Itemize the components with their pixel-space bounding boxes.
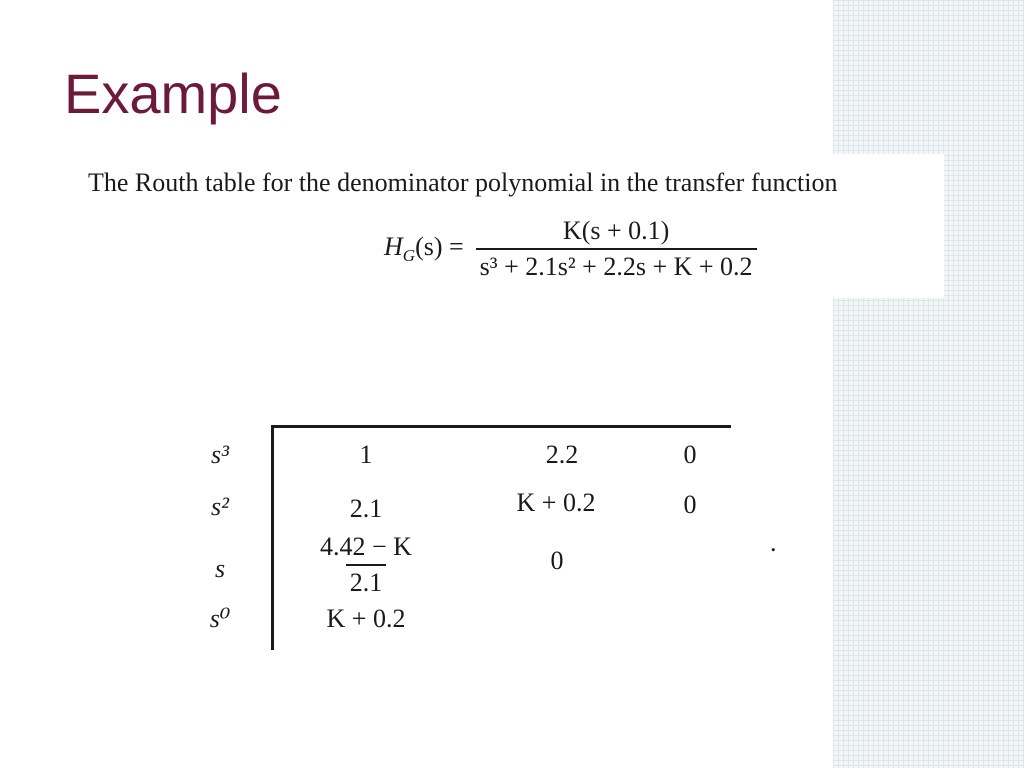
routh-cell: 1 <box>359 440 373 469</box>
problem-statement-image <box>66 154 944 298</box>
routh-cell: 0 <box>683 440 697 469</box>
equation-lhs-subscript: G <box>402 246 416 266</box>
routh-row-label: s² <box>211 492 229 521</box>
routh-cell: K + 0.2 <box>326 604 406 633</box>
equation-numerator: K(s + 0.1) <box>562 216 670 245</box>
routh-cell: 0 <box>550 546 564 575</box>
routh-row-label: s <box>214 554 226 583</box>
routh-table-horizontal-rule <box>271 425 731 428</box>
equation-lhs-argument: (s) = <box>415 231 464 261</box>
trailing-period: . <box>770 528 777 557</box>
routh-cell: 2.1 <box>349 494 383 523</box>
routh-cell: 0 <box>683 490 697 519</box>
equation-lhs-symbol: H <box>384 231 403 261</box>
routh-cell: 2.2 <box>545 440 579 469</box>
routh-row-label: s³ <box>211 440 229 469</box>
equation-denominator: s³ + 2.1s² + 2.2s + K + 0.2 <box>476 248 757 282</box>
equation-lhs <box>384 232 464 266</box>
routh-fraction-numerator: 4.42 − K <box>320 532 412 561</box>
routh-fraction-denominator: 2.1 <box>346 564 387 598</box>
routh-row-label: s⁰ <box>209 604 231 633</box>
transfer-function-equation <box>384 216 757 282</box>
background-grid-pattern <box>833 0 1024 768</box>
intro-text: The Routh table for the denominator polynomial in the transfer function <box>88 168 838 197</box>
slide-title: Example <box>64 62 282 125</box>
transfer-function-fraction <box>476 216 757 282</box>
routh-fraction-cell <box>316 532 416 598</box>
routh-cell: K + 0.2 <box>516 488 596 517</box>
routh-table <box>200 420 740 652</box>
routh-table-vertical-rule <box>271 426 274 650</box>
